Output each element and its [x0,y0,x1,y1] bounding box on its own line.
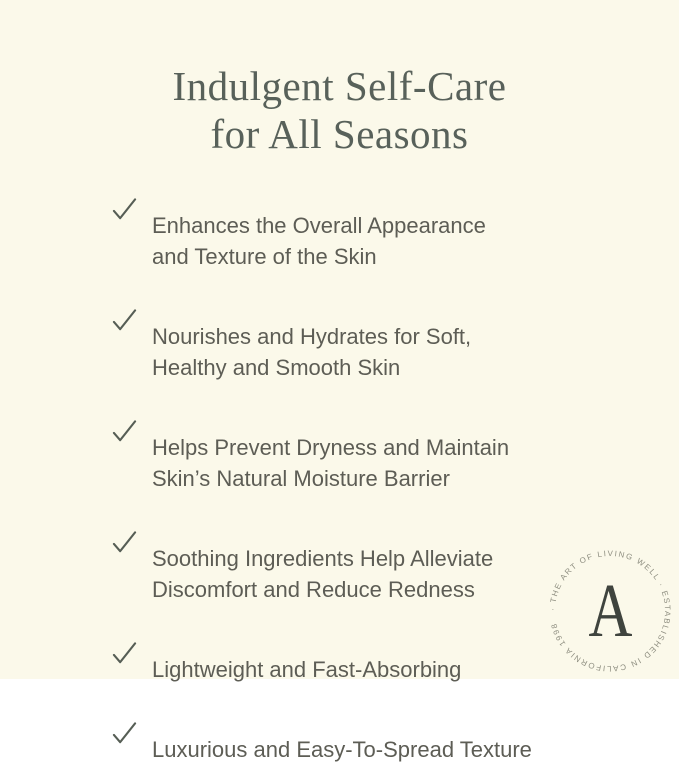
list-item [112,305,679,399]
checkmark-icon [112,197,137,222]
brand-ring-text-path: · THE ART OF LIVING WELL · ESTABLISHED IN CALIFORNIA 1998 [547,548,673,674]
benefit-text [152,543,493,605]
benefit-text [152,654,461,685]
benefit-text [152,210,486,272]
benefit-line: Helps Prevent Dryness and Maintain [152,435,510,460]
benefit-text [152,432,509,494]
list-item [112,416,679,510]
benefit-line: and Texture of the Skin [152,244,377,269]
benefit-line: Skin’s Natural Moisture Barrier [152,466,450,491]
list-item [112,194,679,288]
benefit-line: Nourishes and Hydrates for Soft, [152,324,472,349]
benefits-list [112,194,679,781]
benefit-line: Soothing Ingredients Help Alleviate [152,546,494,571]
checkmark-icon [112,721,137,746]
list-item [112,718,679,781]
checkmark-icon [112,530,137,555]
page-title-line-2: for All Seasons [210,111,469,157]
page-title-line-1: Indulgent Self-Care [172,63,507,109]
brand-badge [540,541,680,681]
checkmark-icon [112,308,137,333]
checkmark-icon [112,641,137,666]
benefit-line: Luxurious and Easy-To-Spread Texture [152,737,532,762]
benefit-line: Discomfort and Reduce Redness [152,577,475,602]
brand-monogram: A [588,569,632,653]
page-title [0,0,679,158]
benefit-text [152,321,471,383]
checkmark-icon [112,419,137,444]
benefit-text [152,734,532,765]
benefit-line: Healthy and Smooth Skin [152,355,401,380]
benefit-line: Lightweight and Fast-Absorbing [152,657,462,682]
benefit-line: Enhances the Overall Appearance [152,213,486,238]
